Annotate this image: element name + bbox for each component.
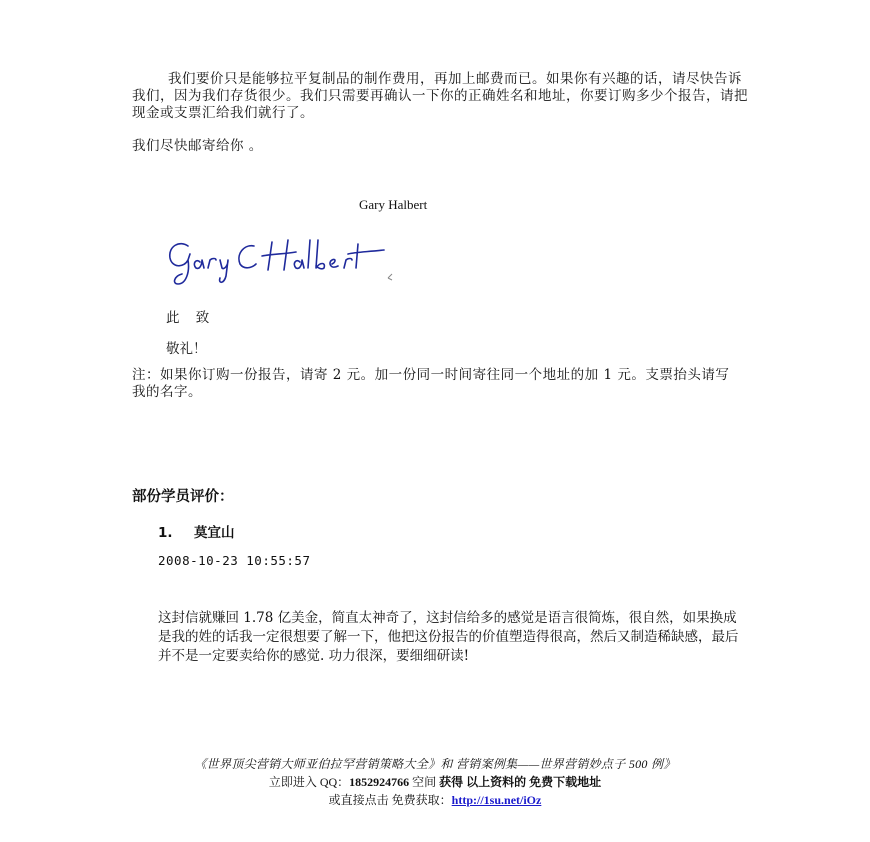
- note-paragraph: 注：如果你订购一份报告，请寄 2 元。加一份同一时间寄往同一个地址的加 1 元。支票抬头请写我的名字。: [132, 367, 730, 400]
- letter-paragraph-1: 我们要价只是能够拉平复制品的制作费用，再加上邮费而已。如果你有兴趣的话，请尽快告诉我们，因为我们存货很少。我们只需要再确认一下你的正确姓名和地址，你要订购多少个报告，请把现金或支票汇给我们就行了。: [132, 71, 748, 121]
- footer-line-3: [0, 791, 870, 808]
- footer-line-2: [0, 773, 870, 790]
- closing-line-1: 此 致: [166, 310, 216, 326]
- review-title: [158, 521, 235, 541]
- footer-download-text: 获得 以上资料的 免费下载地址: [439, 775, 602, 789]
- footer-qq-label: 立即进入 QQ：: [268, 775, 350, 789]
- handwritten-signature: [160, 232, 400, 296]
- reviews-heading: 部份学员评价：: [132, 489, 234, 505]
- footer-space-text: 空间: [409, 775, 440, 789]
- review-text: 这封信就赚回 1.78 亿美金，简直太神奇了，这封信给多的感觉是语言很简炼，很自然，如果换成是我的姓的话我一定很想要了解一下，他把这份报告的价值塑造得很高，然后又制造稀缺感，最后并不是一定要卖给你的感觉. 功力很深，要细细研读!: [158, 610, 739, 664]
- review-datetime: 2008-10-23 10:55:57: [158, 553, 311, 568]
- footer-click-text: 或直接点击 免费获取：: [328, 793, 452, 807]
- reviewer-name: 莫宜山: [194, 525, 235, 541]
- footer-line-1: 《世界顶尖营销大师亚伯拉罕营销策略大全》和 营销案例集——世界营销妙点子 500 例》: [194, 757, 676, 771]
- footer-download-link[interactable]: http://1su.net/iOz: [451, 793, 542, 807]
- letter-paragraph-2: 我们尽快邮寄给你 。: [132, 138, 263, 154]
- closing-line-2: 敬礼！: [166, 341, 207, 357]
- signature-name: Gary Halbert: [359, 197, 428, 212]
- footer-qq-number: 1852924766: [349, 775, 410, 789]
- review-number: 1.: [158, 525, 173, 541]
